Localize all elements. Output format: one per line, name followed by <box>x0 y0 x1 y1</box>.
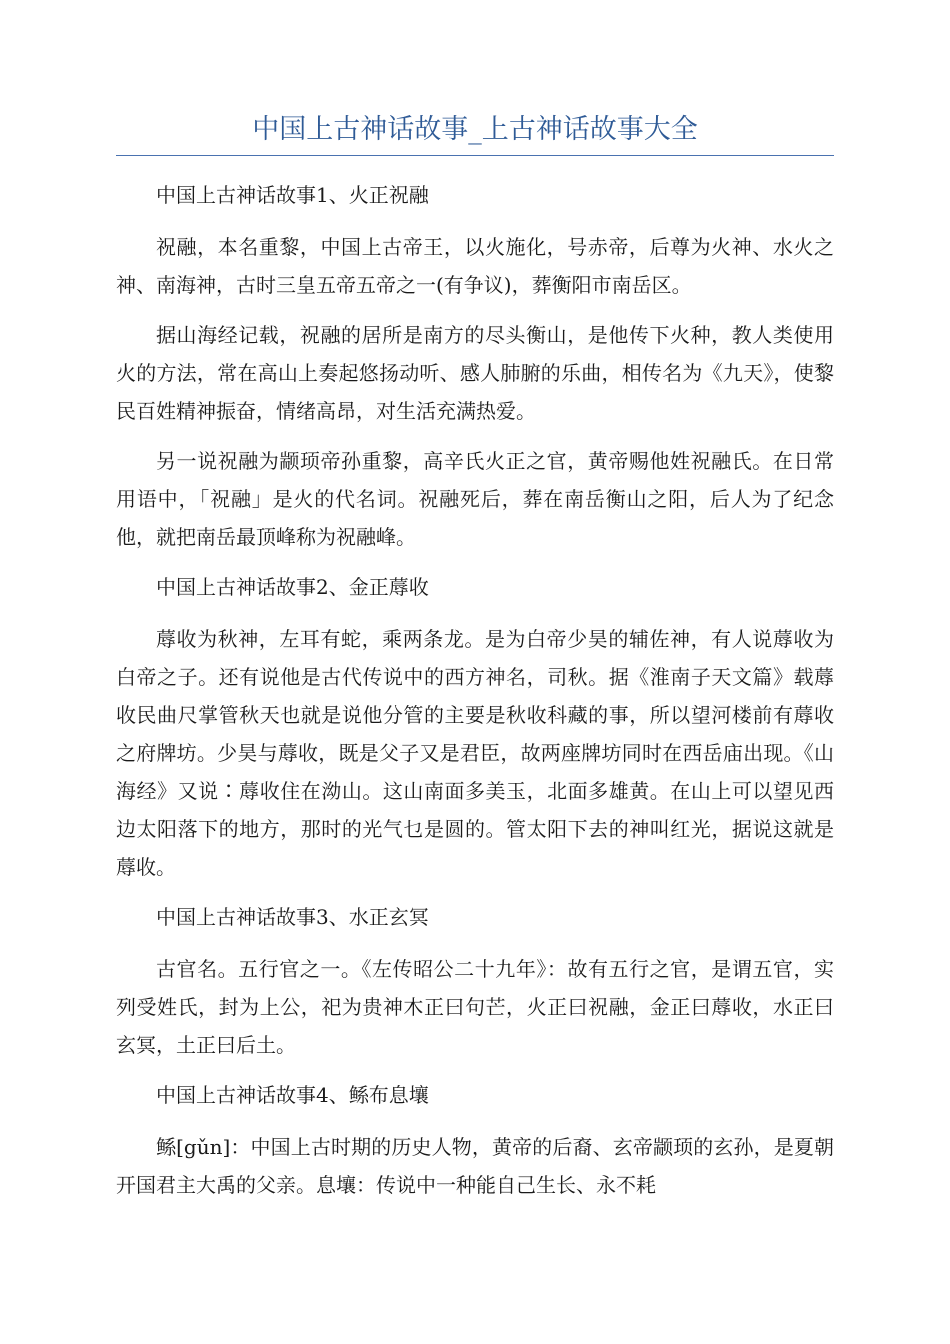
body-paragraph: 祝融，本名重黎，中国上古帝王，以火施化，号赤帝，后尊为火神、水火之神、南海神，古时三皇五帝五帝之一(有争议)，葬衡阳市南岳区。 <box>116 235 834 297</box>
body-paragraph: 蓐收为秋神，左耳有蛇，乘两条龙。是为白帝少昊的辅佐神，有人说蓐收为白帝之子。还有说他是古代传说中的西方神名，司秋。据《淮南子天文篇》载蓐收民曲尺掌管秋天也就是说他分管的主要是秋收科藏的事，所以望河楼前有蓐收之府牌坊。少昊与蓐收，既是父子又是君臣，故两座牌坊同时在西岳庙出现。《山海经》又说∶蓐收住在泑山。这山南面多美玉，北面多雄黄。在山上可以望见西边太阳落下的地方，那时的光气乜是圆的。管太阳下去的神叫红光，据说这就是蓐收。 <box>116 627 834 879</box>
section-heading: 中国上古神话故事4、鲧布息壤 <box>156 1083 429 1107</box>
document-body <box>116 176 834 1216</box>
section-heading: 中国上古神话故事1、火正祝融 <box>156 183 429 207</box>
section-heading: 中国上古神话故事2、金正蓐收 <box>156 575 429 599</box>
body-paragraph: 另一说祝融为颛顼帝孙重黎，高辛氏火正之官，黄帝赐他姓祝融氏。在日常用语中，「祝融」是火的代名词。祝融死后，葬在南岳衡山之阳，后人为了纪念他，就把南岳最顶峰称为祝融峰。 <box>116 449 834 549</box>
document-title: 中国上古神话故事_上古神话故事大全 <box>252 114 698 145</box>
body-paragraph: 据山海经记载，祝融的居所是南方的尽头衡山，是他传下火种，教人类使用火的方法，常在高山上奏起悠扬动听、感人肺腑的乐曲，相传名为《九天》，使黎民百姓精神振奋，情绪高昂，对生活充满热爱。 <box>116 323 834 423</box>
title-underline <box>116 155 834 156</box>
body-paragraph: 古官名。五行官之一。《左传昭公二十九年》：故有五行之官，是谓五官，实列受姓氏，封为上公，祀为贵神木正曰句芒，火正曰祝融，金正曰蓐收，水正曰玄冥，土正曰后土。 <box>116 957 834 1057</box>
section-heading: 中国上古神话故事3、水正玄冥 <box>156 905 429 929</box>
body-paragraph: 鲧[gǔn]：中国上古时期的历史人物，黄帝的后裔、玄帝颛顼的玄孙，是夏朝开国君主大禹的父亲。息壤：传说中一种能自己生长、永不耗 <box>116 1135 834 1197</box>
